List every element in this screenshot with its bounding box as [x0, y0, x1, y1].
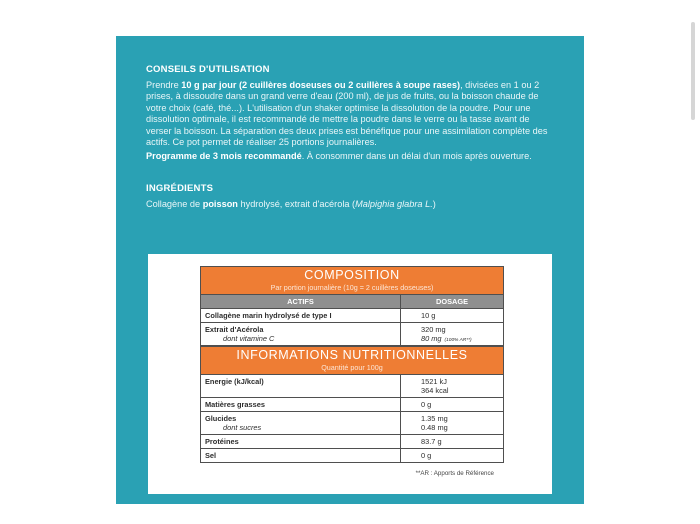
row-value-2: 0.48 mg [421, 423, 448, 432]
table-row [201, 449, 503, 462]
composition-column-headers [201, 295, 503, 309]
row-label: Matières grasses [201, 398, 401, 411]
composition-band [201, 267, 503, 295]
table-row [201, 323, 503, 346]
row-label: Sel [201, 449, 401, 462]
col-actifs: ACTIFS [201, 295, 401, 308]
row-value: 0 g [421, 451, 432, 460]
ar-note: (100% AR**) [444, 338, 472, 343]
composition-title: COMPOSITION [304, 268, 400, 282]
composition-card [148, 254, 552, 494]
table-row [201, 398, 503, 412]
row-sub-label: dont vitamine C [223, 334, 275, 343]
ingredients-text: Collagène de poisson hydrolysé, extrait d'acérola (Malpighia glabra L.) [146, 198, 436, 209]
reference-footnote: **AR : Apports de Référence [415, 470, 494, 477]
nutrition-subtitle: Quantité pour 100g [321, 363, 383, 372]
row-value-2: 364 kcal [421, 386, 449, 395]
row-label: Collagène marin hydrolysé de type I [201, 309, 401, 322]
conseils-heading: CONSEILS D'UTILISATION [146, 64, 270, 75]
product-info-panel [116, 36, 584, 504]
conseils-text: Prendre 10 g par jour (2 cuillères doseuses ou 2 cuillères à soupe rases), divisées en 1 ou 2 prises, à dissoudre dans un grand verre d'eau (200 ml), de jus de fruits, ou la boisson chaude de votre choix (café, thé...). L'utilisation d'un shaker optimise la dissolution de la poudre. Pour une dissolution optimale, il est recommandé de mettre la poudre dans le verre ou la tasse avant de verser la boisson. La séparation des deux prises est bénéfique pour une assimilation complète des actifs. Ce pot permet de réaliser 25 portions journalières. [146, 80, 548, 148]
nutrition-title: INFORMATIONS NUTRITIONNELLES [236, 348, 468, 362]
dose-emphasis: 10 g par jour (2 cuillères doseuses ou 2 cuillères à soupe rases) [181, 80, 461, 90]
row-value: 1521 kJ [421, 377, 447, 386]
composition-subtitle: Par portion journalière (10g = 2 cuillères doseuses) [270, 283, 434, 292]
row-value: 0 g [421, 400, 432, 409]
nutrition-band [201, 346, 503, 375]
table-row [201, 309, 503, 323]
table-row [201, 435, 503, 449]
row-label: Extrait d'Acérola [205, 325, 264, 334]
row-sub-label: dont sucres [223, 423, 262, 432]
ingredients-heading: INGRÉDIENTS [146, 182, 214, 194]
scrollbar[interactable] [691, 22, 695, 120]
col-dosage: DOSAGE [435, 297, 469, 306]
row-value: 10 g [421, 311, 436, 320]
row-label: Glucides [205, 414, 237, 423]
row-value: 320 mg [421, 325, 446, 334]
table-row [201, 412, 503, 435]
composition-table [200, 266, 504, 463]
row-label: Protéines [201, 435, 401, 448]
programme-text: Programme de 3 mois recommandé. À consommer dans un délai d'un mois après ouverture. [146, 151, 532, 162]
row-label: Energie (kJ/kcal) [201, 375, 401, 397]
programme-emphasis: Programme de 3 mois recommandé [146, 151, 302, 162]
row-value: 1.35 mg [421, 414, 448, 423]
row-sub-value: 80 mg [421, 334, 442, 343]
table-row [201, 375, 503, 398]
row-value: 83.7 g [421, 437, 442, 446]
